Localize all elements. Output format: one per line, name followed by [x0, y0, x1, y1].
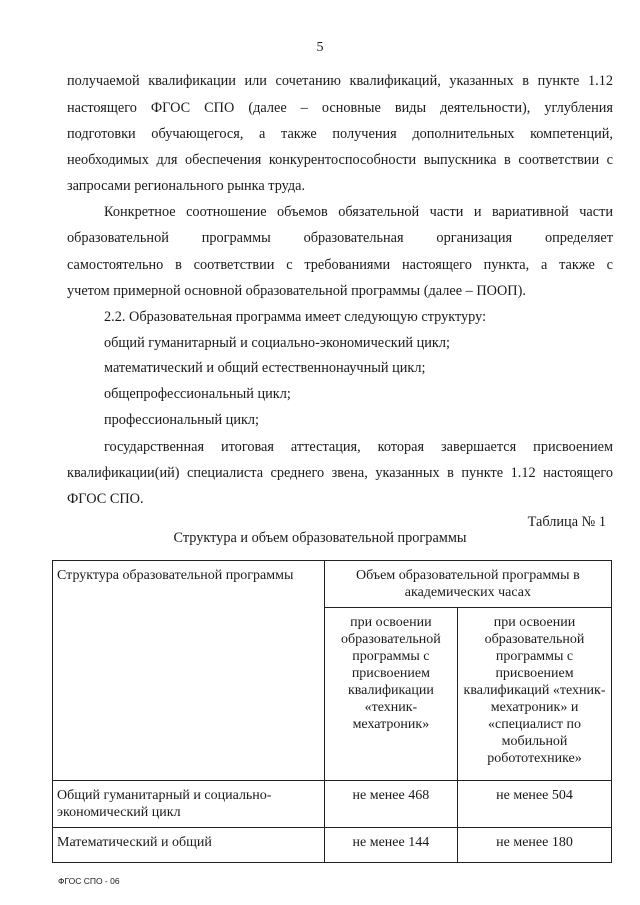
paragraph2-line: учетом примерной основной образовательной программы (далее – ПООП). [67, 283, 526, 299]
header-structure: Структура образовательной программы [53, 561, 325, 781]
gia-line: ФГОС СПО. [67, 491, 144, 507]
table-caption: Структура и объем образовательной программы [173, 530, 467, 546]
subheader-technician: при освоении образовательной программы с присвоением квалификации «техник-мехатроник» [324, 608, 457, 781]
table-row [53, 781, 612, 828]
table-row [53, 828, 612, 863]
paragraph2-line: Конкретное соотношение объемов обязательной части и вариативной части [104, 204, 613, 220]
header-volume: Объем образовательной программы в академических часах [324, 561, 611, 608]
page-number: 5 [316, 40, 324, 55]
paragraph2-line: самостоятельно в соответствии с требованиями настоящего пункта, а также с [67, 257, 613, 273]
row-name: Математический и общий [53, 828, 325, 863]
structure-item: общий гуманитарный и социально-экономический цикл; [104, 335, 450, 351]
gia-line: квалификации(ий) специалиста среднего звена, указанных в пункте 1.12 настоящего [67, 465, 613, 481]
row-value-a: не менее 144 [324, 828, 457, 863]
paragraph1-line: запросами регионального рынка труда. [67, 178, 306, 194]
row-name: Общий гуманитарный и социально-экономический цикл [53, 781, 325, 828]
section-heading: 2.2. Образовательная программа имеет следующую структуру: [104, 309, 487, 325]
paragraph1-line: получаемой квалификации или сочетанию квалификаций, указанных в пункте 1.12 [67, 73, 613, 89]
subheader-technician-robotics: при освоении образовательной программы с присвоением квалификаций «техник-мехатроник» и «специалист по мобильной робототехнике» [458, 608, 612, 781]
structure-table [52, 560, 612, 863]
row-value-b: не менее 504 [458, 781, 612, 828]
table-number: Таблица № 1 [527, 514, 606, 530]
structure-item: профессиональный цикл; [104, 412, 260, 428]
paragraph2-line: образовательной программы образовательная организация определяет [67, 230, 613, 246]
row-value-a: не менее 468 [324, 781, 457, 828]
structure-item: математический и общий естественнонаучный цикл; [104, 360, 426, 376]
footer-code: ФГОС СПО - 06 [58, 876, 120, 886]
row-value-b: не менее 180 [458, 828, 612, 863]
gia-line: государственная итоговая аттестация, которая завершается присвоением [104, 439, 613, 455]
paragraph1-line: подготовки обучающегося, а также получения дополнительных компетенций, [67, 126, 613, 142]
structure-item: общепрофессиональный цикл; [104, 386, 291, 402]
paragraph1-line: необходимых для обеспечения конкурентоспособности выпускника в соответствии с [67, 152, 613, 168]
paragraph1-line: настоящего ФГОС СПО (далее – основные виды деятельности), углубления [67, 100, 613, 116]
